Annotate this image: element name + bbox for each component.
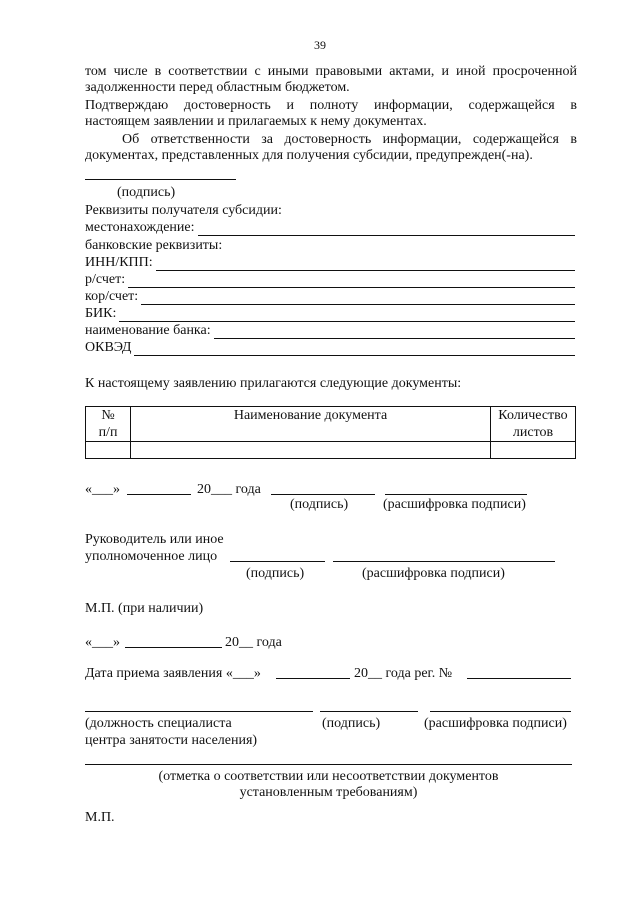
table-cell-name[interactable] (131, 442, 491, 459)
account-label: р/счет: (85, 272, 126, 287)
signature-caption: (подпись) (117, 185, 176, 200)
bik-line[interactable] (119, 308, 575, 322)
location-field[interactable] (85, 220, 575, 236)
date1-decode-line[interactable] (385, 494, 527, 495)
bik-label: БИК: (85, 306, 117, 321)
attachments-table (85, 406, 576, 459)
date1-decode-caption: (расшифровка подписи) (383, 497, 526, 512)
col-num-line-1: № (101, 408, 115, 423)
head-signature-line[interactable] (230, 561, 325, 562)
intro-line-6: документах, представленных для получения субсидии, предупрежден(-на). (85, 148, 533, 163)
intro-line-5: Об ответственности за достоверность информации, содержащейся в (122, 132, 577, 147)
col-name-header (131, 407, 491, 442)
seal: М.П. (85, 810, 115, 825)
location-label: местонахождение: (85, 220, 195, 235)
corr-account-label: кор/счет: (85, 289, 139, 304)
head-line-2: уполномоченное лицо (85, 549, 218, 564)
bank-details-label: банковские реквизиты: (85, 238, 223, 253)
receipt-label: Дата приема заявления «___» (85, 666, 261, 681)
table-row[interactable] (86, 442, 576, 459)
inn-kpp-label: ИНН/КПП: (85, 255, 153, 270)
location-line[interactable] (198, 222, 576, 236)
account-line[interactable] (128, 274, 575, 288)
okved-field[interactable] (85, 340, 575, 356)
date1-signature-caption: (подпись) (290, 497, 349, 512)
col-count-line-1: Количество (498, 408, 568, 423)
specialist-position-caption-2: центра занятости населения) (85, 733, 258, 748)
receipt-year-reg: 20__ года рег. № (354, 666, 453, 681)
page-number: 39 (314, 38, 326, 52)
receipt-reg-number-line[interactable] (467, 678, 571, 679)
table-header-row (86, 407, 576, 442)
seal-optional: М.П. (при наличии) (85, 601, 204, 616)
head-decode-line[interactable] (333, 561, 555, 562)
col-num-line-2: п/п (98, 425, 118, 440)
inn-kpp-line[interactable] (156, 257, 575, 271)
account-field[interactable] (85, 272, 575, 288)
bank-name-field[interactable] (85, 323, 575, 339)
okved-label: ОКВЭД (85, 340, 132, 355)
col-count-line-2: листов (512, 425, 554, 440)
receipt-month-line[interactable] (276, 678, 350, 679)
intro-line-4: настоящем заявлении и прилагаемых к нему документах. (85, 114, 427, 129)
date2-day: «___» (85, 635, 120, 650)
specialist-signature-caption: (подпись) (322, 716, 381, 731)
date2-year: 20__ года (225, 635, 282, 650)
compliance-line[interactable] (85, 764, 572, 765)
bank-name-label: наименование банка: (85, 323, 211, 338)
specialist-signature-line[interactable] (320, 711, 418, 712)
date1-signature-line[interactable] (271, 494, 375, 495)
okved-line[interactable] (134, 342, 575, 356)
specialist-decode-caption: (расшифровка подписи) (424, 716, 567, 731)
compliance-caption-2: установленным требованиям) (239, 785, 418, 800)
specialist-position-line[interactable] (85, 711, 313, 712)
intro-line-1: том числе в соответствии с иными правовыми актами, и иной просроченной (85, 64, 577, 79)
table-cell-num[interactable] (86, 442, 131, 459)
col-name-label: Наименование документа (233, 408, 388, 423)
compliance-caption-1: (отметка о соответствии или несоответствии документов (158, 769, 499, 784)
corr-account-field[interactable] (85, 289, 575, 305)
requisites-heading: Реквизиты получателя субсидии: (85, 203, 282, 218)
date1-year: 20___ года (197, 482, 261, 497)
bank-name-line[interactable] (214, 325, 575, 339)
date2-month-line[interactable] (125, 647, 222, 648)
col-count-header (491, 407, 576, 442)
specialist-decode-line[interactable] (430, 711, 571, 712)
corr-account-line[interactable] (141, 291, 575, 305)
date1-day: «___» (85, 482, 120, 497)
inn-kpp-field[interactable] (85, 255, 575, 271)
bik-field[interactable] (85, 306, 575, 322)
signature-line[interactable] (85, 179, 236, 180)
head-line-1: Руководитель или иное (85, 532, 224, 547)
table-cell-count[interactable] (491, 442, 576, 459)
date1-month-line[interactable] (127, 494, 191, 495)
col-num-header (86, 407, 131, 442)
head-signature-caption: (подпись) (246, 566, 305, 581)
attachments-intro: К настоящему заявлению прилагаются следующие документы: (85, 376, 462, 391)
head-decode-caption: (расшифровка подписи) (362, 566, 505, 581)
intro-line-3: Подтверждаю достоверность и полноту информации, содержащейся в (85, 98, 577, 113)
specialist-position-caption-1: (должность специалиста (85, 716, 232, 731)
intro-line-2: задолженности перед областным бюджетом. (85, 80, 350, 95)
